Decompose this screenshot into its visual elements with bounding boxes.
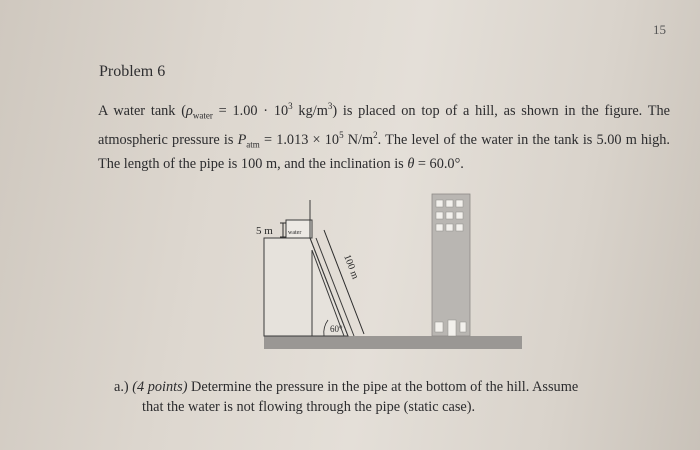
- question-a-line1: Determine the pressure in the pipe at the bottom of the hill. Assume: [187, 379, 579, 395]
- ground: [264, 336, 522, 349]
- question-a-points: (4 points): [132, 379, 188, 395]
- problem-statement: A water tank ($\rho_{water} = 1.00 \cdot 10^3$ $kg/m^3$) is placed on top of a hill, as shown in the figure. The atmospheric pressure is $P_{atm} = 1.013 \times 10^5$ $N/m^2$. The level of the water in the tank is 5.00 m high. The length of the pipe is 100 m, and the inclination is θ = 60.0°.: [98, 101, 671, 173]
- hill-tank-figure: [250, 190, 530, 360]
- pipe-length-label: 100 m: [341, 253, 361, 281]
- question-a-label: a.): [114, 379, 129, 395]
- question-a: [114, 378, 674, 417]
- angle-label: 60°: [330, 324, 343, 334]
- tank-label: water: [288, 230, 302, 236]
- problem-title: Problem 6: [99, 63, 166, 80]
- building-windows: [436, 200, 463, 231]
- question-a-line2: that the water is not flowing through the pipe (static case).: [142, 398, 476, 415]
- tank-height-label: 5 m: [256, 225, 273, 237]
- page-number: 15: [653, 22, 666, 37]
